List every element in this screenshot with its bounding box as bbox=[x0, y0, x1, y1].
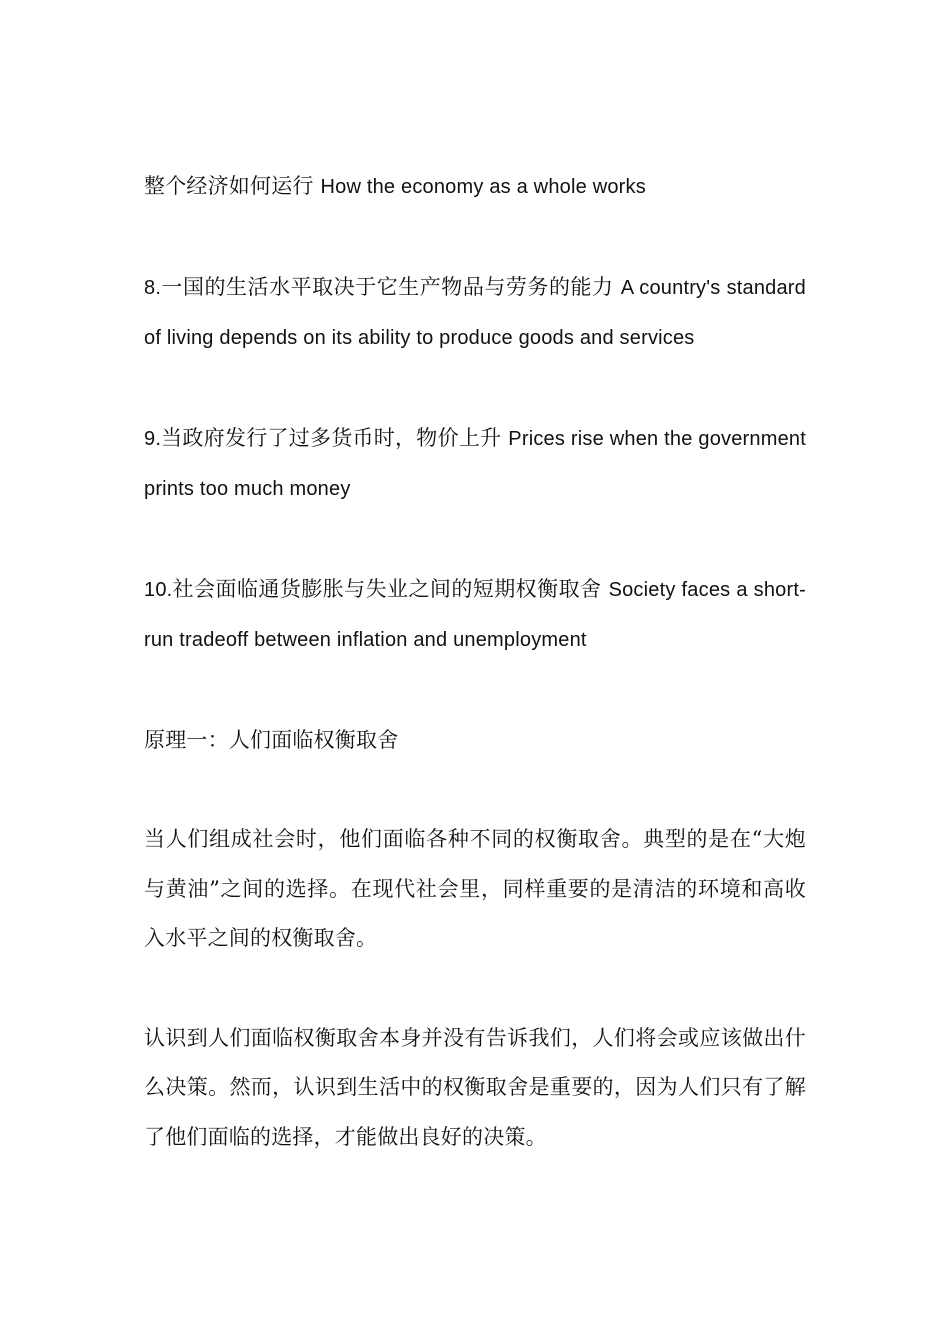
principle-heading: 原理一：人们面临权衡取舍 bbox=[144, 727, 399, 752]
document-page bbox=[144, 162, 806, 1162]
paragraph-en-text: Society faces a short-run tradeoff between inflation and unemployment bbox=[144, 578, 806, 651]
paragraph-en-text: Prices rise when the government prints too much money bbox=[144, 427, 806, 500]
paragraph-zh-text: 整个经济如何运行 bbox=[144, 174, 321, 198]
paragraph-zh-text: 当政府发行了过多货币时，物价上升 bbox=[161, 425, 509, 450]
paragraph-zh-text: 社会面临通货膨胀与失业之间的短期权衡取舍 bbox=[172, 576, 609, 601]
paragraph-economy-whole bbox=[144, 162, 806, 213]
paragraph-en-text: How the economy as a whole works bbox=[320, 176, 646, 198]
paragraph-en-text: A country's standard of living depends on its ability to produce goods and services bbox=[144, 276, 806, 349]
body-paragraph-2: 认识到人们面临权衡取舍本身并没有告诉我们，人们将会或应该做出什么决策。然而，认识到生活中的权衡取舍是重要的，因为人们只有了解了他们面临的选择，才能做出良好的决策。 bbox=[144, 1025, 806, 1149]
principle-item-10 bbox=[144, 565, 806, 666]
item-number: 10. bbox=[144, 578, 173, 601]
body-paragraph-1: 当人们组成社会时，他们面临各种不同的权衡取舍。典型的是在“大炮与黄油”之间的选择。在现代社会里，同样重要的是清洁的环境和高收入水平之间的权衡取舍。 bbox=[144, 827, 806, 950]
principle-item-8 bbox=[144, 263, 806, 364]
item-number: 8. bbox=[144, 276, 162, 299]
item-number: 9. bbox=[144, 427, 162, 450]
principle-item-9 bbox=[144, 414, 806, 515]
paragraph-zh-text: 一国的生活水平取决于它生产物品与劳务的能力 bbox=[161, 274, 621, 299]
